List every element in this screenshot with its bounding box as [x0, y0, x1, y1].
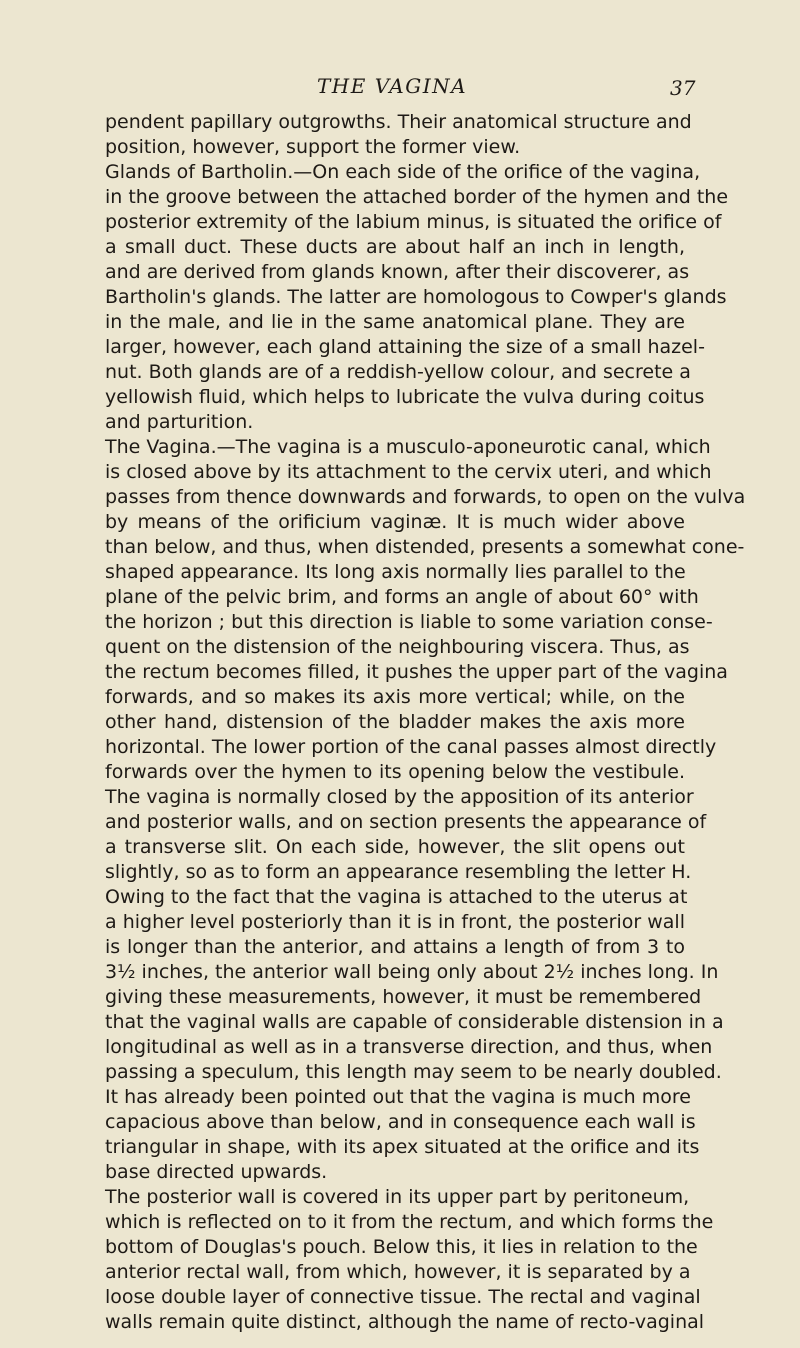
- text-line: slightly, so as to form an appearance resembling the letter H.: [105, 861, 692, 883]
- text-line: capacious above than below, and in consequence each wall is: [105, 1111, 696, 1133]
- text-line: 3½ inches, the anterior wall being only about 2½ inches long. In: [105, 961, 719, 983]
- text-line: posterior extremity of the labium minus, is situated the orifice of: [105, 211, 722, 233]
- body-text: [105, 110, 746, 1335]
- text-line: which is reflected on to it from the rectum, and which forms the: [105, 1211, 714, 1233]
- text-line: walls remain quite distinct, although the name of recto-vaginal: [105, 1311, 705, 1333]
- text-line: and parturition.: [105, 411, 254, 433]
- text-line: nut. Both glands are of a reddish-yellow colour, and secrete a: [105, 361, 691, 383]
- text-line: a higher level posteriorly than it is in front, the posterior wall: [105, 911, 685, 933]
- text-line: the rectum becomes filled, it pushes the upper part of the vagina: [105, 661, 728, 683]
- text-line: forwards over the hymen to its opening below the vestibule.: [105, 761, 685, 783]
- text-line: giving these measurements, however, it must be remembered: [105, 986, 702, 1008]
- text-line: Glands of Bartholin.—On each side of the orifice of the vagina,: [105, 161, 701, 183]
- text-line: a transverse slit. On each side, however, the slit opens out: [105, 836, 685, 858]
- text-line: is closed above by its attachment to the cervix uteri, and which: [105, 461, 712, 483]
- text-line: The Vagina.—The vagina is a musculo-aponeurotic canal, which: [105, 436, 711, 458]
- text-line: triangular in shape, with its apex situated at the orifice and its: [105, 1136, 700, 1158]
- text-line: and are derived from glands known, after their discoverer, as: [105, 261, 690, 283]
- text-line: a small duct. These ducts are about half an inch in length,: [105, 236, 685, 258]
- text-line: The posterior wall is covered in its upper part by peritoneum,: [105, 1186, 690, 1208]
- running-head: THE VAGINA: [316, 74, 468, 98]
- text-line: passing a speculum, this length may seem to be nearly doubled.: [105, 1061, 722, 1083]
- text-line: shaped appearance. Its long axis normally lies parallel to the: [105, 561, 686, 583]
- text-line: plane of the pelvic brim, and forms an angle of about 60° with: [105, 586, 699, 608]
- text-line: that the vaginal walls are capable of considerable distension in a: [105, 1011, 724, 1033]
- text-line: yellowish fluid, which helps to lubricate the vulva during coitus: [105, 386, 705, 408]
- text-line: larger, however, each gland attaining the size of a small hazel-: [105, 336, 705, 358]
- page-number: 37: [670, 76, 696, 100]
- text-line: in the groove between the attached border of the hymen and the: [105, 186, 729, 208]
- text-line: position, however, support the former view.: [105, 136, 521, 158]
- text-line: horizontal. The lower portion of the canal passes almost directly: [105, 736, 717, 758]
- text-line: the horizon ; but this direction is liable to some variation conse-: [105, 611, 713, 633]
- text-line: The vagina is normally closed by the apposition of its anterior: [105, 786, 694, 808]
- text-line: by means of the orificium vaginæ. It is much wider above: [105, 511, 685, 533]
- text-line: quent on the distension of the neighbouring viscera. Thus, as: [105, 636, 690, 658]
- text-line: is longer than the anterior, and attains a length of from 3 to: [105, 936, 685, 958]
- text-line: and posterior walls, and on section presents the appearance of: [105, 811, 707, 833]
- text-line: Owing to the fact that the vagina is attached to the uterus at: [105, 886, 688, 908]
- text-line: pendent papillary outgrowths. Their anatomical structure and: [105, 111, 692, 133]
- text-line: other hand, distension of the bladder makes the axis more: [105, 711, 685, 733]
- text-line: longitudinal as well as in a transverse direction, and thus, when: [105, 1036, 713, 1058]
- text-line: Bartholin's glands. The latter are homologous to Cowper's glands: [105, 286, 727, 308]
- text-line: bottom of Douglas's pouch. Below this, it lies in relation to the: [105, 1236, 698, 1258]
- text-line: in the male, and lie in the same anatomical plane. They are: [105, 311, 685, 333]
- text-line: forwards, and so makes its axis more vertical; while, on the: [105, 686, 685, 708]
- text-line: base directed upwards.: [105, 1161, 328, 1183]
- text-line: It has already been pointed out that the vagina is much more: [105, 1086, 691, 1108]
- text-line: than below, and thus, when distended, presents a somewhat cone-: [105, 536, 745, 558]
- text-line: anterior rectal wall, from which, however, it is separated by a: [105, 1261, 691, 1283]
- text-line: loose double layer of connective tissue. The rectal and vaginal: [105, 1286, 701, 1308]
- text-line: passes from thence downwards and forwards, to open on the vulva: [105, 486, 746, 508]
